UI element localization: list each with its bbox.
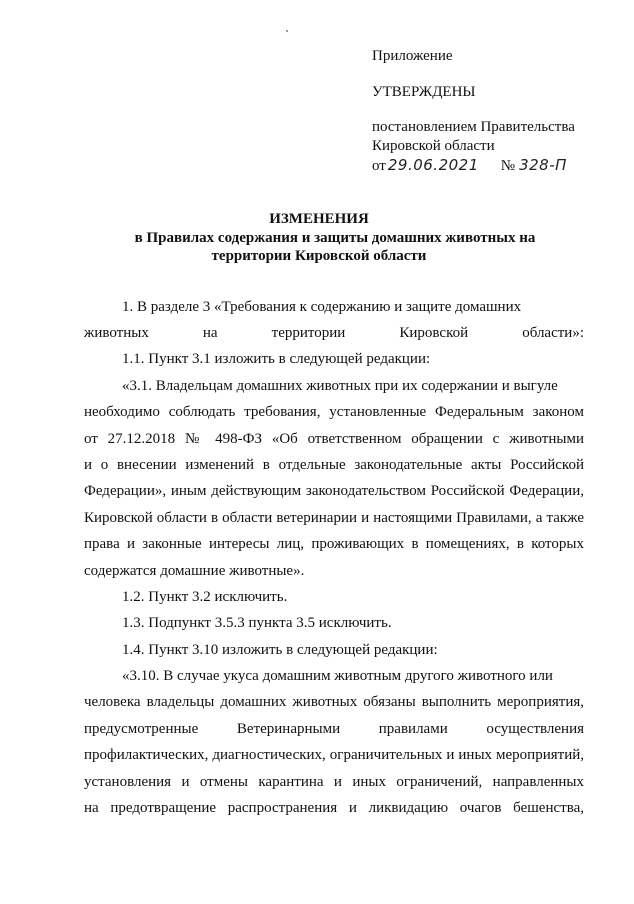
document-title: ИЗМЕНЕНИЯ [269, 211, 369, 227]
body-line: 1.3. Подпункт 3.5.3 пункта 3.5 исключить. [122, 615, 392, 631]
body-line: и о внесении изменений в отдельные законодательные акты Российской [84, 457, 584, 473]
body-line: профилактических, диагностических, ограничительных и иных мероприятий, [84, 747, 584, 763]
document-subtitle-line-1: в Правилах содержания и защиты домашних животных на [134, 230, 536, 246]
body-line: 1. В разделе 3 «Требования к содержанию и защите домашних [122, 299, 522, 315]
number-label: № [500, 158, 516, 174]
body-line: «3.1. Владельцам домашних животных при их содержании и выгуле [122, 378, 558, 394]
body-line: человека владельцы домашних животных обязаны выполнить мероприятия, [84, 694, 584, 710]
body-line: 1.4. Пункт 3.10 изложить в следующей редакции: [122, 642, 438, 658]
body-line: права и законные интересы лиц, проживающих в помещениях, в которых [84, 536, 584, 552]
appendix-label: Приложение [372, 48, 453, 64]
body-line: предусмотренные Ветеринарными правилами осуществления [84, 721, 584, 737]
body-line: необходимо соблюдать требования, установленные Федеральным законом [84, 404, 584, 420]
approved-label: УТВЕРЖДЕНЫ [372, 84, 476, 100]
body-line: «3.10. В случае укуса домашним животным другого животного или [122, 668, 553, 684]
region-label: Кировской области [372, 138, 495, 154]
body-line: содержатся домашние животные». [84, 563, 305, 579]
decree-date-number [372, 156, 567, 176]
handwritten-date: 29.06.2021 [387, 156, 479, 174]
from-prefix: от [372, 158, 386, 174]
body-line: 1.2. Пункт 3.2 исключить. [122, 589, 288, 605]
body-line: установления и отмены карантина и иных ограничений, направленных [84, 774, 584, 790]
scan-speck [286, 30, 288, 32]
body-line: на предотвращение распространения и ликвидацию очагов бешенства, [84, 800, 584, 816]
body-line: от 27.12.2018 № 498-ФЗ «Об ответственном обращении с животными [84, 431, 584, 447]
decree-label: постановлением Правительства [372, 119, 575, 135]
body-line: животных на территории Кировской области»: [84, 325, 584, 341]
body-line: 1.1. Пункт 3.1 изложить в следующей редакции: [122, 351, 431, 367]
body-line: Кировской области в области ветеринарии и настоящими Правилами, а также [84, 510, 584, 526]
document-subtitle-line-2: территории Кировской области [211, 248, 427, 264]
handwritten-number: 328-П [519, 156, 567, 174]
body-line: Федерации», иным действующим законодательством Российской Федерации, [84, 483, 584, 499]
